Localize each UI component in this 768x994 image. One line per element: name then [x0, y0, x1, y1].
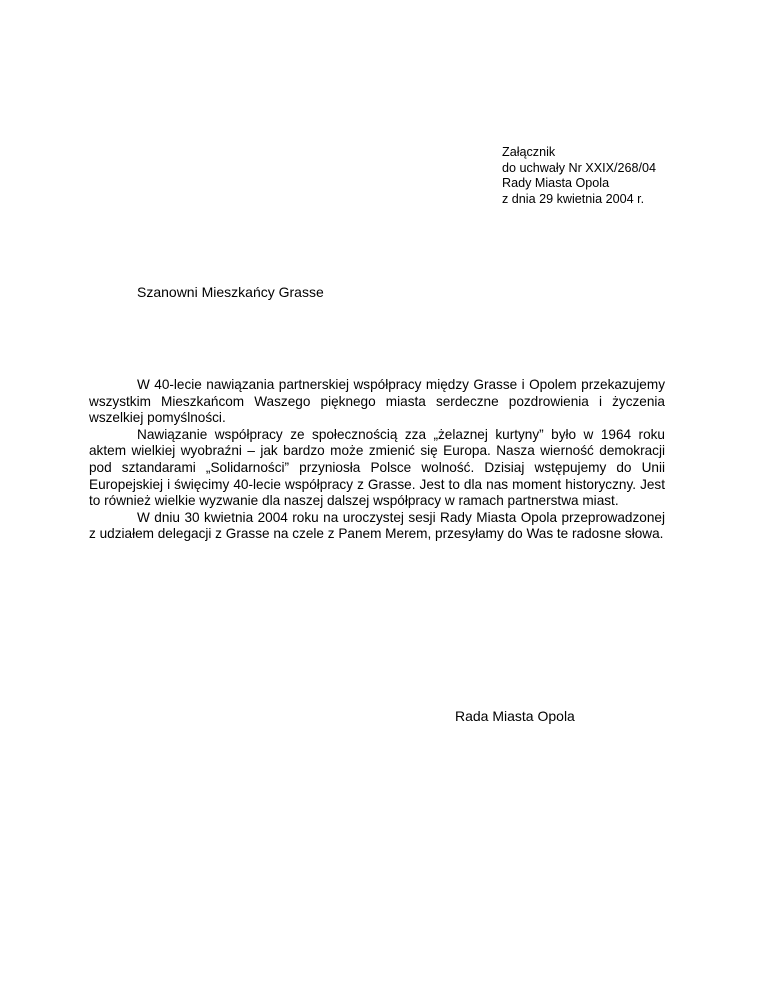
annex-resolution-number: do uchwały Nr XXIX/268/04	[502, 160, 657, 175]
letter-greeting: Szanowni Mieszkańcy Grasse	[137, 284, 324, 300]
letter-body	[89, 377, 665, 543]
letter-signature: Rada Miasta Opola	[455, 708, 575, 724]
annex-date: z dnia 29 kwietnia 2004 r.	[502, 191, 645, 206]
letter-paragraph: Nawiązanie współpracy ze społecznością zza „żelaznej kurtyny” było w 1964 roku aktem wielkiej wyobraźni – jak bardzo może zmienić się Europa. Nasza wierność demokracji pod sztandarami „Solidarności” przyniosła Polsce wolność. Dzisiaj wstępujemy do Unii Europejskiej i święcimy 40-lecie współpracy z Grasse. Jest to dla nas moment historyczny. Jest to również wielkie wyzwanie dla naszej dalszej współpracy w ramach partnerstwa miast.	[89, 426, 665, 509]
annex-header	[502, 145, 656, 207]
annex-title: Załącznik	[502, 145, 556, 159]
annex-council-name: Rady Miasta Opola	[502, 176, 610, 190]
letter-paragraph: W dniu 30 kwietnia 2004 roku na uroczystej sesji Rady Miasta Opola przeprowadzonej z udziałem delegacji z Grasse na czele z Panem Merem, przesyłamy do Was te radosne słowa.	[89, 509, 665, 542]
letter-paragraph: W 40-lecie nawiązania partnerskiej współpracy między Grasse i Opolem przekazujemy wszystkim Mieszkańcom Waszego pięknego miasta serdeczne pozdrowienia i życzenia wszelkiej pomyślności.	[89, 377, 665, 426]
